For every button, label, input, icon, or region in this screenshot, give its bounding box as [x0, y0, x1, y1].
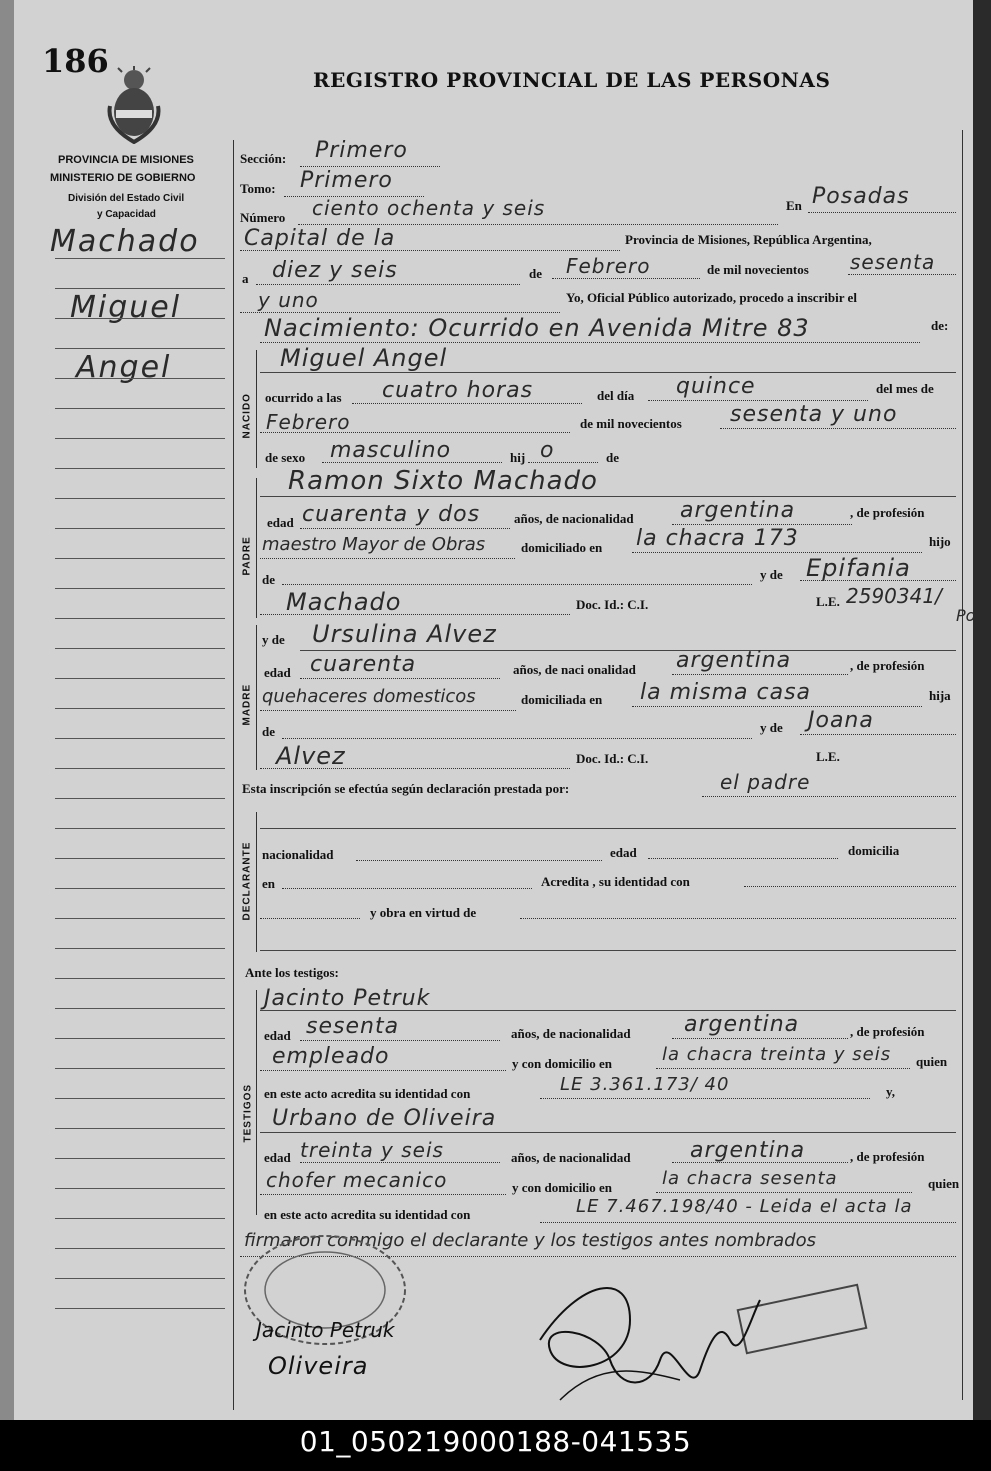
- declarante-en-label: en: [262, 876, 275, 891]
- place-value: Capital de la: [244, 226, 396, 251]
- ante-label: Ante los testigos:: [245, 965, 339, 980]
- nacido-bracket: [256, 350, 257, 468]
- padre-dom-label: domiciliado en: [521, 540, 603, 555]
- document-title: REGISTRO PROVINCIAL DE LAS PERSONAS: [313, 68, 831, 92]
- testigo-1-edad: sesenta: [306, 1014, 400, 1039]
- nacido-section-label: NACIDO: [241, 393, 253, 439]
- closing-statement: firmaron conmigo el declarante y los testigos antes nombrados: [244, 1230, 816, 1251]
- birth-reg-year-2: y uno: [258, 288, 319, 312]
- nacido-hour: cuatro horas: [382, 378, 534, 403]
- padre-bracket: [256, 478, 257, 618]
- authority-line-4: y Capacidad: [97, 209, 156, 220]
- del-dia-label: del día: [597, 388, 635, 403]
- madre-section-label: MADRE: [241, 683, 253, 726]
- testigo-1-nac-label: años, de nacionalidad: [511, 1026, 631, 1041]
- scan-footer-id: 01_050219000188-041535: [0, 1420, 991, 1471]
- padre-le-value: 2590341/: [846, 584, 942, 608]
- page-right-edge: [973, 0, 991, 1420]
- madre-doc-label: Doc. Id.: C.I.: [576, 751, 649, 766]
- testigo-1-prof-label: , de profesión: [850, 1024, 925, 1039]
- birth-reg-day: diez y seis: [272, 258, 398, 283]
- padre-y-de-label: y de: [760, 567, 783, 582]
- seccion-value: Primero: [315, 138, 408, 163]
- testigo-2-name: Urbano de Oliveira: [272, 1106, 497, 1131]
- testigo-2-prof-label: , de profesión: [850, 1149, 925, 1164]
- madre-dom-label: domiciliada en: [521, 692, 603, 707]
- authority-line-3: División del Estado Civil: [68, 193, 185, 204]
- testigo-2-quien-label: quien: [928, 1176, 960, 1191]
- left-surname: Machado: [50, 224, 200, 259]
- testigo-1-nac: argentina: [684, 1012, 800, 1037]
- padre-le-label: L.E.: [816, 594, 840, 609]
- main-frame-left: [233, 140, 234, 1410]
- madre-le-label: L.E.: [816, 749, 840, 764]
- nacido-mil-label: de mil novecientos: [580, 416, 682, 431]
- act-value: Nacimiento: Ocurrido en Avenida Mitre 83: [264, 314, 810, 342]
- madre-y-de-label-2: y de: [760, 720, 783, 735]
- padre-section-label: PADRE: [241, 536, 253, 576]
- hij-value: o: [540, 438, 555, 463]
- testigo-2-acredita-label: en este acto acredita su identidad con: [264, 1207, 471, 1222]
- testigo-2-nac-label: años, de nacionalidad: [511, 1150, 631, 1165]
- signature-2: Oliveira: [268, 1352, 369, 1380]
- testigo-2-dom: la chacra sesenta: [662, 1168, 838, 1189]
- page-number: 186: [42, 42, 109, 80]
- numero-label: Número: [240, 210, 286, 225]
- declarante-bracket: [256, 812, 257, 952]
- oficial-label: Yo, Oficial Público autorizado, procedo a inscribir el: [566, 290, 857, 305]
- padre-doc-label: Doc. Id.: C.I.: [576, 597, 649, 612]
- nacido-sexo: masculino: [330, 438, 452, 463]
- coat-of-arms-icon: [104, 66, 164, 144]
- madre-dom: la misma casa: [640, 680, 812, 705]
- padre-name: Ramon Sixto Machado: [288, 466, 598, 496]
- testigo-2-dom-label: y con domicilio en: [512, 1180, 613, 1195]
- madre-nac: argentina: [676, 648, 792, 673]
- tomo-value: Primero: [300, 168, 393, 193]
- signature-scribble-1: [520, 1260, 780, 1410]
- signature-1: Jacinto Petruk: [256, 1318, 395, 1342]
- padre-le-suffix: Po: [956, 606, 976, 625]
- hij-label: hij: [510, 450, 526, 465]
- testigo-2-edad-label: edad: [264, 1150, 291, 1165]
- nacido-year: sesenta y uno: [730, 402, 898, 427]
- padre-prof-label: , de profesión: [850, 505, 925, 520]
- madre-hija-label: hija: [929, 688, 951, 703]
- declarante-edad-label: edad: [610, 845, 637, 860]
- nacido-de-label: de: [606, 450, 619, 465]
- padre-nac: argentina: [680, 498, 796, 523]
- testigo-1-dom: la chacra treinta y seis: [662, 1044, 892, 1065]
- mil-novecientos-label: de mil novecientos: [707, 262, 809, 277]
- madre-edad: cuarenta: [310, 652, 417, 677]
- declarante-dom-label: domicilia: [848, 843, 900, 858]
- testigo-2-id: LE 7.467.198/40 - Leida el acta la: [576, 1196, 913, 1217]
- acredita-label: Acredita , su identidad con: [541, 874, 690, 889]
- padre-nac-label: años, de nacionalidad: [514, 511, 634, 526]
- ocurrido-label: ocurrido a las: [265, 390, 342, 405]
- testigo-1-name: Jacinto Petruk: [264, 986, 431, 1011]
- declarante-nac-label: nacionalidad: [262, 847, 334, 862]
- madre-prof-label: , de profesión: [850, 658, 925, 673]
- testigo-2-nac: argentina: [690, 1138, 806, 1163]
- tomo-label: Tomo:: [240, 181, 276, 196]
- padre-mother: Epifania: [806, 554, 911, 582]
- padre-edad-label: edad: [267, 515, 294, 530]
- seccion-label: Sección:: [240, 151, 287, 166]
- padre-de-label: de: [262, 572, 275, 587]
- madre-mother: Joana: [808, 708, 874, 733]
- madre-father-surname: Alvez: [276, 742, 346, 770]
- nacido-name: Miguel Angel: [280, 344, 448, 372]
- nacido-day: quince: [676, 374, 756, 399]
- left-name-1: Miguel: [70, 290, 182, 325]
- nacido-month: Febrero: [266, 410, 351, 434]
- madre-prof: quehaceres domesticos: [262, 686, 476, 707]
- birth-reg-month: Febrero: [566, 254, 651, 278]
- testigo-2-edad: treinta y seis: [300, 1138, 444, 1162]
- testigo-1-y-label: y,: [886, 1084, 896, 1099]
- testigo-1-acredita-label: en este acto acredita su identidad con: [264, 1086, 471, 1101]
- authority-line-2: MINISTERIO DE GOBIERNO: [50, 172, 196, 184]
- left-name-2: Angel: [76, 350, 172, 385]
- en-label: En: [786, 198, 802, 213]
- provincia-label: Provincia de Misiones, República Argentina,: [625, 232, 872, 247]
- testigo-1-dom-label: y con domicilio en: [512, 1056, 613, 1071]
- padre-edad: cuarenta y dos: [302, 502, 481, 527]
- page-left-edge: [0, 0, 14, 1420]
- madre-y-de-label: y de: [262, 632, 285, 647]
- testigo-1-quien-label: quien: [916, 1054, 948, 1069]
- numero-value: ciento ochenta y seis: [312, 196, 546, 220]
- inscripcion-label: Esta inscripción se efectúa según declaración prestada por:: [242, 781, 570, 796]
- madre-edad-label: edad: [264, 665, 291, 680]
- madre-nac-label: años, de naci onalidad: [513, 662, 636, 677]
- testigo-1-edad-label: edad: [264, 1028, 291, 1043]
- declarante-section-label: DECLARANTE: [241, 841, 253, 921]
- birth-reg-year: sesenta: [850, 250, 936, 274]
- testigo-1-prof: empleado: [272, 1044, 390, 1069]
- de-label-1: de: [529, 266, 542, 281]
- madre-de-label: de: [262, 724, 275, 739]
- inscripcion-value: el padre: [720, 770, 811, 794]
- padre-hijo-label: hijo: [929, 534, 951, 549]
- authority-line-1: PROVINCIA DE MISIONES: [58, 154, 194, 166]
- testigos-section-label: TESTIGOS: [242, 1083, 254, 1143]
- obra-label: y obra en virtud de: [370, 905, 477, 920]
- madre-name: Ursulina Alvez: [312, 620, 497, 648]
- madre-bracket: [256, 625, 257, 770]
- testigos-bracket: [256, 990, 257, 1215]
- sexo-label: de sexo: [265, 450, 306, 465]
- main-frame-right: [962, 130, 963, 1400]
- en-value: Posadas: [812, 184, 910, 209]
- a-label: a: [242, 271, 249, 286]
- testigo-1-id: LE 3.361.173/ 40: [560, 1074, 730, 1095]
- del-mes-label: del mes de: [876, 381, 934, 396]
- testigo-2-prof: chofer mecanico: [266, 1168, 448, 1192]
- padre-mother-surname: Machado: [286, 588, 402, 616]
- de-end-label: de:: [931, 318, 949, 333]
- padre-prof: maestro Mayor de Obras: [262, 534, 486, 555]
- padre-dom: la chacra 173: [636, 526, 799, 551]
